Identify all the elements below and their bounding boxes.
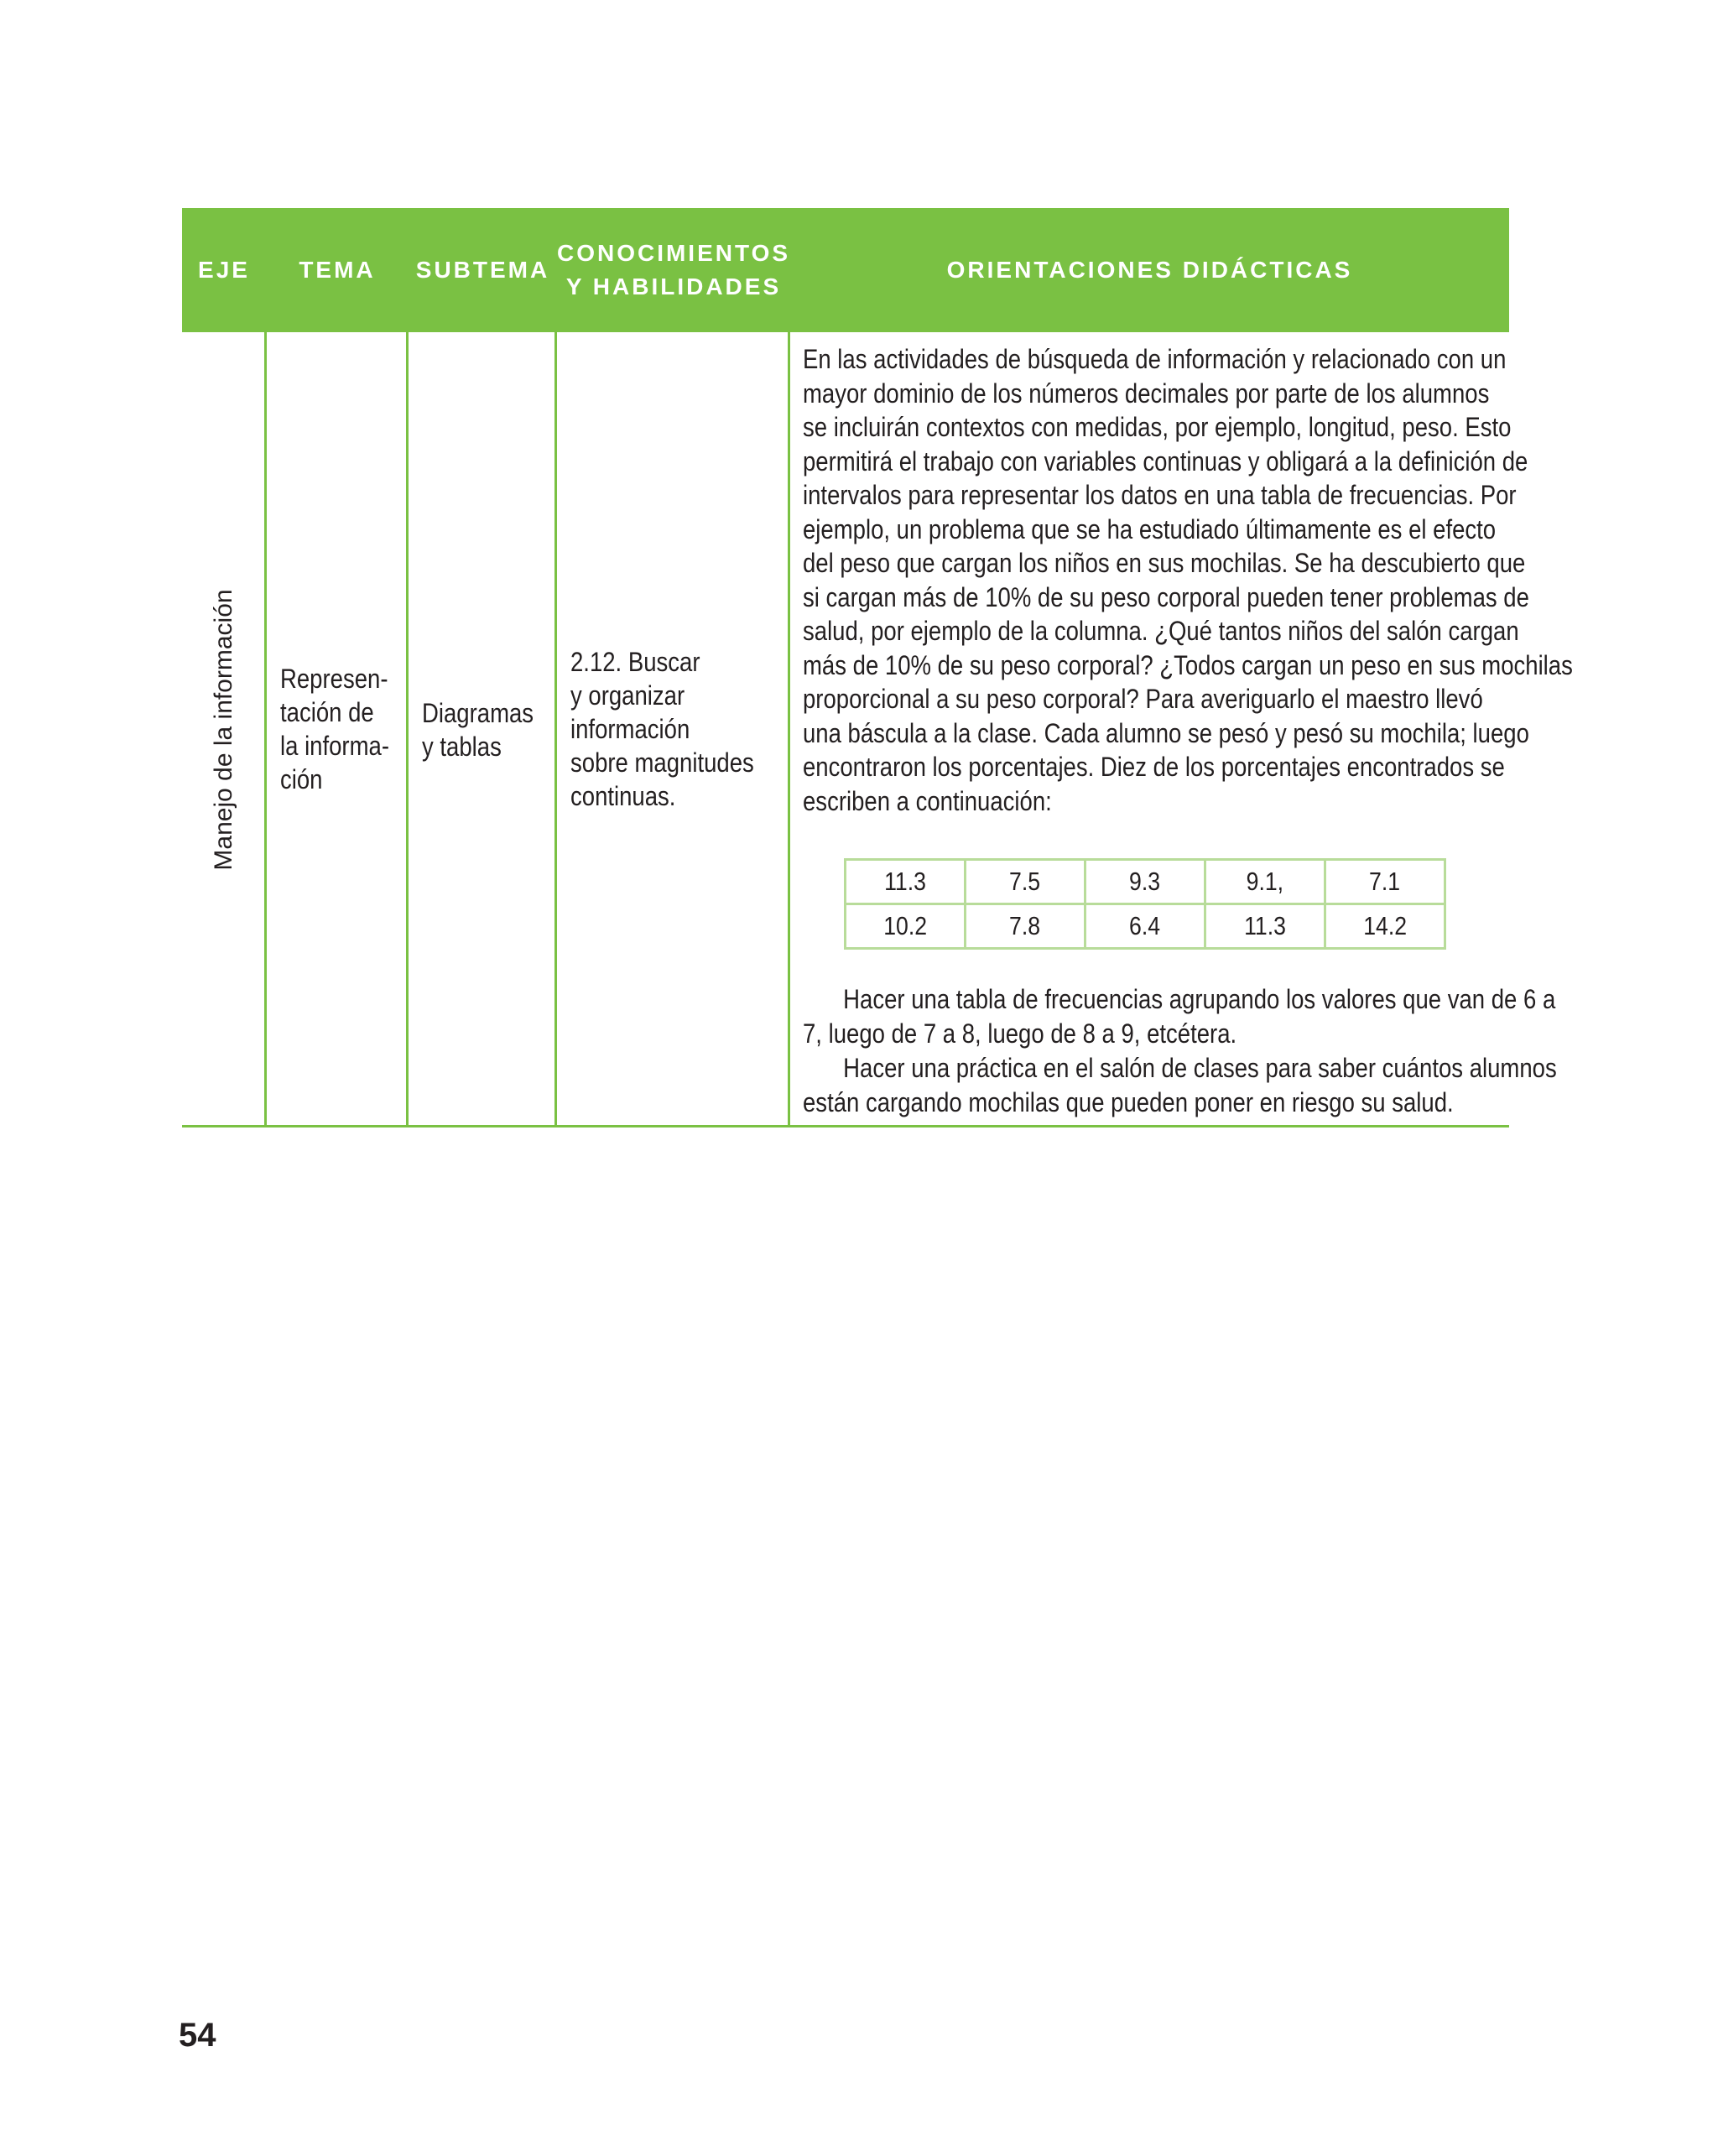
column-divider (264, 332, 267, 1125)
conocimientos-line: y organizar (570, 680, 685, 711)
percentage-cell (1205, 860, 1325, 904)
tema-line: tación de (280, 697, 374, 727)
eje-cell: Manejo de la información (210, 589, 237, 871)
column-divider (406, 332, 409, 1125)
percentages-row (846, 860, 1445, 904)
tema-line: la informa- (280, 731, 389, 761)
orientaciones-line: ejemplo, un problema que se ha estudiado últimamente es el efecto (803, 513, 1497, 544)
percentages-row (846, 904, 1445, 949)
percentage-cell (846, 860, 966, 904)
subtema-line: Diagramas (422, 698, 534, 728)
column-divider (554, 332, 557, 1125)
orientaciones-line: intervalos para representar los datos en una tabla de frecuencias. Por (803, 480, 1517, 510)
orientaciones-line: si cargan más de 10% de su peso corporal pueden tener problemas de (803, 581, 1529, 612)
percentage-cell (966, 904, 1085, 949)
percentage-cell (966, 860, 1085, 904)
header-conocimientos-line: CONOCIMIENTOS (556, 240, 791, 266)
percentage-cell (1325, 860, 1445, 904)
orientaciones-line: encontraron los porcentajes. Diez de los porcentajes encontrados se (803, 752, 1505, 782)
instructions-line: Hacer una práctica en el salón de clases para saber cuántos alumnos (843, 1053, 1557, 1083)
header-subtema: SUBTEMA (415, 257, 550, 283)
header-conocimientos-line: Y HABILIDADES (565, 273, 782, 299)
conocimientos-line: información (570, 714, 690, 744)
subtema-line: y tablas (422, 732, 502, 762)
percentage-cell (1325, 904, 1445, 949)
header-tema: TEMA (299, 257, 376, 283)
percentage-value: 9.3 (1129, 867, 1161, 896)
orientaciones-line: salud, por ejemplo de la columna. ¿Qué tantos niños del salón cargan (803, 616, 1519, 646)
instructions-text (803, 982, 1557, 1120)
orientaciones-line: En las actividades de búsqueda de información y relacionado con un (803, 344, 1507, 374)
orientaciones-line: más de 10% de su peso corporal? ¿Todos cargan un peso en sus mochilas (803, 649, 1573, 680)
percentage-cell (846, 904, 966, 949)
percentage-cell (1085, 860, 1205, 904)
curriculum-table (182, 208, 1573, 1127)
conocimientos-cell (570, 645, 754, 813)
orientaciones-line: proporcional a su peso corporal? Para averiguarlo el maestro llevó (803, 684, 1483, 714)
orientaciones-line: escriben a continuación: (803, 785, 1052, 816)
percentages-table (844, 858, 1446, 950)
header-eje: EJE (198, 257, 250, 283)
tema-line: Represen- (280, 664, 388, 694)
percentage-value: 7.8 (1009, 911, 1041, 940)
orientaciones-line: una báscula a la clase. Cada alumno se pesó y pesó su mochila; luego (803, 717, 1529, 748)
header-conocimientos (557, 208, 790, 332)
instructions-line: están cargando mochilas que pueden poner en riesgo su salud. (803, 1087, 1454, 1117)
orientaciones-line: permitirá el trabajo con variables continuas y obligará a la definición de (803, 445, 1528, 477)
subtema-cell (422, 696, 534, 763)
percentage-value: 7.5 (1009, 867, 1041, 896)
percentage-value: 11.3 (884, 867, 926, 896)
page-number: 54 (179, 2017, 216, 2054)
table-row (182, 332, 1573, 1127)
percentage-value: 7.1 (1369, 867, 1401, 896)
percentage-value: 10.2 (883, 911, 927, 940)
orientaciones-text (803, 342, 1573, 818)
conocimientos-line: sobre magnitudes (570, 747, 754, 778)
orientaciones-line: mayor dominio de los números decimales por parte de los alumnos (803, 378, 1490, 409)
column-divider (788, 332, 790, 1125)
percentage-value: 11.3 (1244, 911, 1286, 940)
orientaciones-line: se incluirán contextos con medidas, por ejemplo, longitud, peso. Esto (803, 412, 1512, 442)
percentage-cell (1085, 904, 1205, 949)
percentage-cell (1205, 904, 1325, 949)
conocimientos-line: 2.12. Buscar (570, 647, 700, 677)
instructions-line: Hacer una tabla de frecuencias agrupando los valores que van de 6 a (843, 984, 1556, 1014)
tema-line: ción (280, 764, 323, 794)
instructions-line: 7, luego de 7 a 8, luego de 8 a 9, etcétera. (803, 1018, 1237, 1049)
percentage-value: 14.2 (1363, 911, 1407, 940)
orientaciones-line: del peso que cargan los niños en sus mochilas. Se ha descubierto que (803, 548, 1526, 578)
percentage-value: 6.4 (1129, 911, 1161, 940)
tema-cell (280, 662, 389, 796)
table-header (182, 208, 1509, 332)
percentage-value: 9.1, (1246, 867, 1284, 896)
conocimientos-line: continuas. (570, 781, 676, 811)
header-orientaciones: ORIENTACIONES DIDÁCTICAS (946, 257, 1353, 283)
